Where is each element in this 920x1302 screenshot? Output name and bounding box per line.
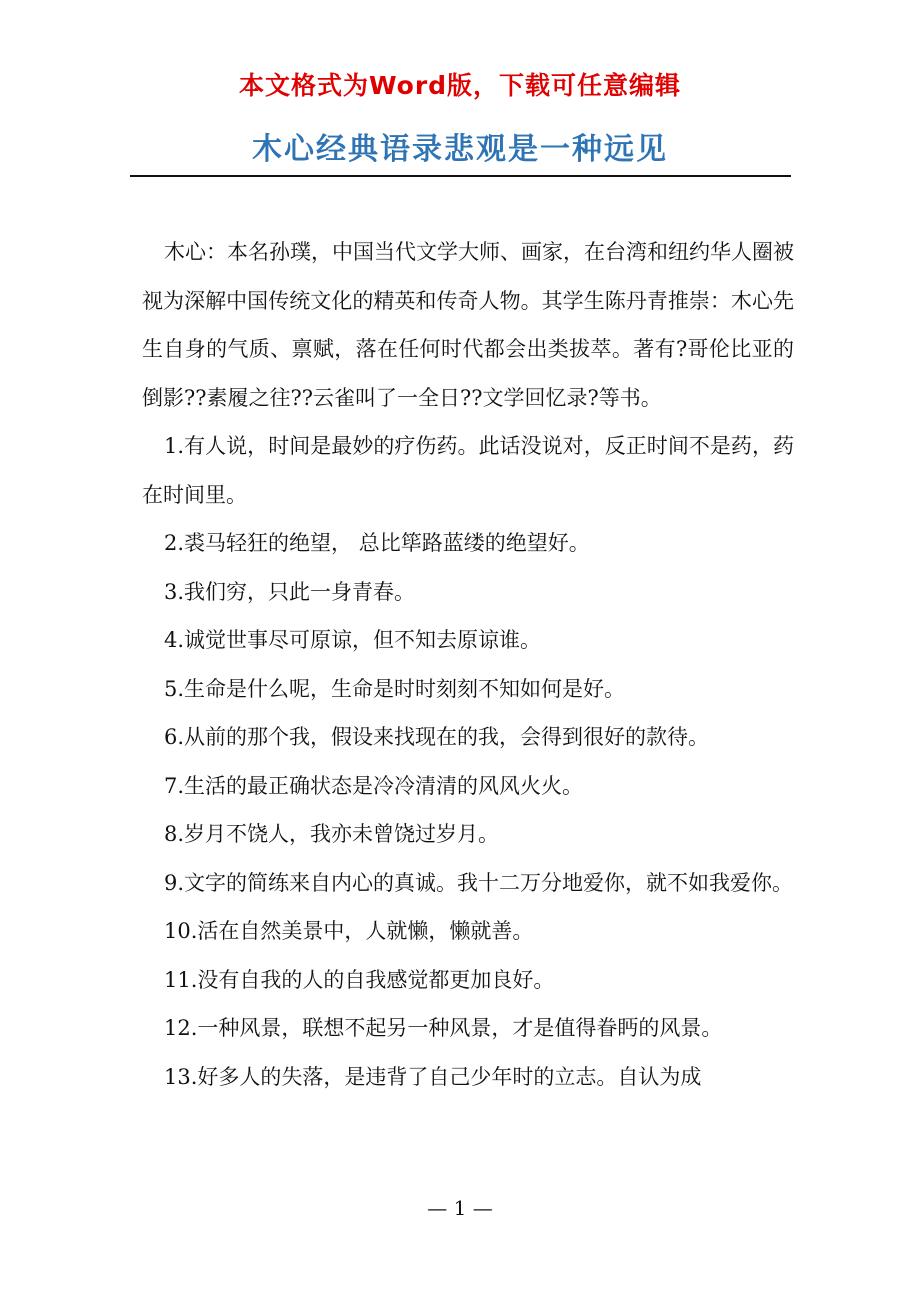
quote-10: 10.活在自然美景中，人就懒，懒就善。: [164, 919, 534, 943]
quote-6: 6.从前的那个我，假设来找现在的我，会得到很好的款待。: [164, 725, 710, 749]
quote-5: 5.生命是什么呢，生命是时时刻刻不知如何是好。: [164, 676, 626, 701]
quote-2: 2.裘马轻狂的绝望， 总比筚路蓝缕的绝望好。: [164, 531, 590, 555]
document-title: 木心经典语录悲观是一种远见: [252, 132, 668, 167]
quote-3: 3.我们穷，只此一身青春。: [164, 579, 416, 604]
quote-12: 12.一种风景，联想不起另一种风景，才是值得眷眄的风景。: [164, 1016, 723, 1040]
format-notice: 本文格式为Word版，下载可任意编辑: [238, 71, 682, 100]
quote-9: 9.文字的简练来自内心的真诚。我十二万分地爱你，就不如我爱你。: [164, 870, 794, 895]
intro-paragraph: 木心：本名孙璞，中国当代文学大师、画家，在台湾和纽约华人圈被视为深解中国传统文化的精英和传奇人物。其学生陈丹青推崇：木心先生自身的气质、禀赋，落在任何时代都会出类拔萃。著有?哥伦比亚的倒影??素履之往??云雀叫了一全日??文学回忆录?等书。: [142, 240, 794, 410]
page-number: — 1 —: [427, 1196, 493, 1220]
quote-13: 13.好多人的失落，是违背了自己少年时的立志。自认为成: [164, 1064, 702, 1089]
quote-11: 11.没有自我的人的自我感觉都更加良好。: [164, 967, 555, 992]
quote-1: 1.有人说，时间是最妙的疗伤药。此话没说对，反正时间不是药，药在时间里。: [142, 434, 794, 507]
quote-7: 7.生活的最正确状态是冷冷清清的风风火火。: [164, 773, 584, 798]
quote-4: 4.诚觉世事尽可原谅，但不知去原谅谁。: [164, 628, 542, 652]
title-divider: [130, 175, 791, 177]
document-body: [142, 228, 794, 1101]
quote-8: 8.岁月不饶人，我亦未曾饶过岁月。: [164, 822, 500, 846]
